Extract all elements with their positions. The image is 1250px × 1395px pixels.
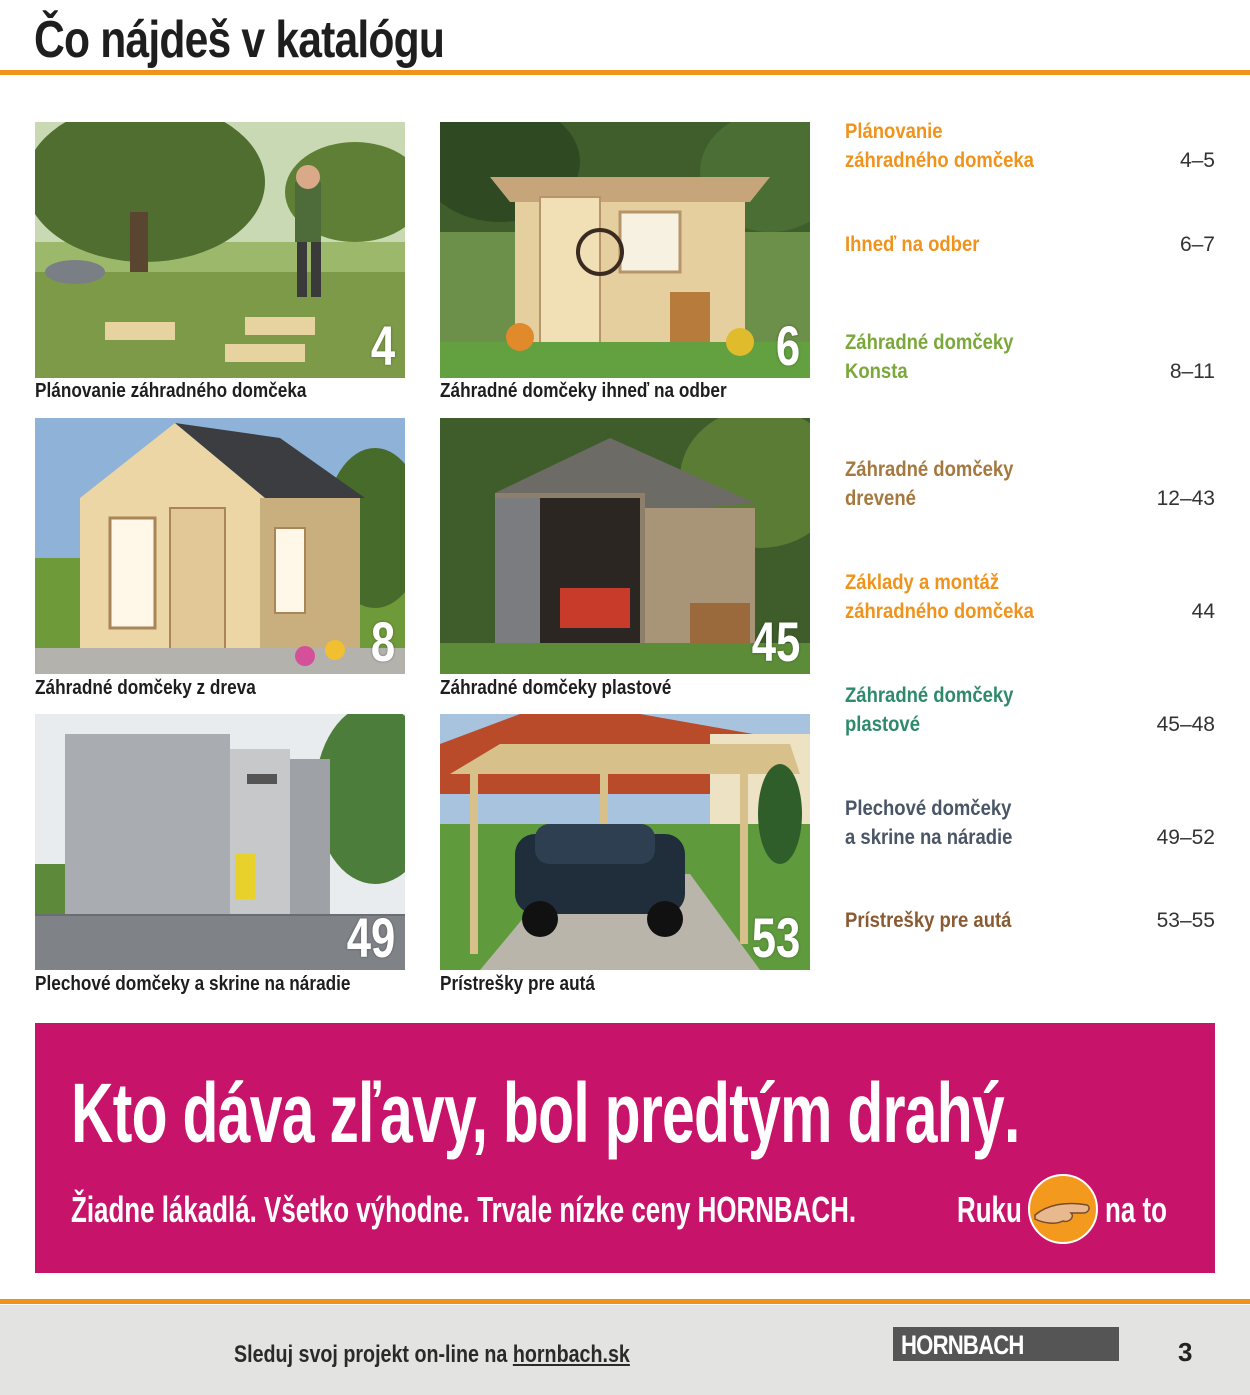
tile-caption: Záhradné domčeky plastové [440, 677, 672, 699]
toc-label: a skrine na náradie [845, 826, 1013, 849]
toc-label: plastové [845, 713, 920, 736]
toc-label: záhradného domčeka [845, 600, 1034, 623]
page-number-badge: 49 [346, 906, 395, 969]
tile-caption: Záhradné domčeky ihneď na odber [440, 380, 727, 402]
planning-image [35, 122, 405, 378]
toc-item-ready[interactable] [845, 230, 1215, 259]
toc-label: drevené [845, 487, 916, 510]
footer [0, 1305, 1250, 1395]
toc-item-carport[interactable] [845, 906, 1215, 935]
footer-prefix: Sleduj svoj projekt on-line na [234, 1341, 513, 1368]
toc-pages: 6–7 [1179, 233, 1215, 256]
toc-label: Plánovanie [845, 120, 943, 143]
toc-label: Prístrešky pre autá [845, 909, 1012, 932]
tile-plastic-shed[interactable] [440, 418, 810, 674]
handshake-icon [1025, 1171, 1101, 1247]
page-number-badge: 8 [370, 610, 395, 673]
footer-text [234, 1341, 630, 1369]
toc-item-plastic[interactable] [845, 681, 1215, 739]
tile-caption: Plánovanie záhradného domčeka [35, 380, 307, 402]
toc-pages: 49–52 [1156, 826, 1215, 849]
toc-pages: 44 [1191, 600, 1215, 623]
tile-wooden-shed[interactable] [35, 418, 405, 674]
toc-label: Plechové domčeky [845, 797, 1012, 820]
toc-item-konsta[interactable] [845, 328, 1215, 386]
bottom-divider [0, 1299, 1250, 1304]
toc-pages: 8–11 [1169, 360, 1215, 383]
slogan-left: Ruku [957, 1189, 1022, 1230]
wooden-cabin-image [440, 122, 810, 378]
toc-item-planning[interactable] [845, 117, 1215, 175]
toc-label: Ihneď na odber [845, 233, 980, 256]
hornbach-logo [893, 1327, 1119, 1361]
page-number: 3 [1178, 1337, 1193, 1367]
tile-planning[interactable] [35, 122, 405, 378]
banner-subline: Žiadne lákadlá. Všetko výhodne. Trvale nízke ceny HORNBACH. [71, 1189, 857, 1230]
page-number-badge: 4 [370, 314, 395, 377]
tile-caption: Plechové domčeky a skrine na náradie [35, 973, 351, 995]
top-divider [0, 70, 1250, 75]
toc-label: Záhradné domčeky [845, 684, 1014, 707]
toc-pages: 45–48 [1156, 713, 1215, 736]
logo-text: HORNBACH [901, 1330, 1024, 1360]
promo-banner [35, 1023, 1215, 1273]
tile-metal-shed[interactable] [35, 714, 405, 970]
page-title: Čo nájdeš v katalógu [34, 11, 445, 69]
tile-caption: Záhradné domčeky z dreva [35, 677, 256, 699]
toc-label: Konsta [845, 360, 908, 383]
slogan-right: na to [1105, 1189, 1167, 1230]
wooden-shed-image [35, 418, 405, 674]
toc-item-metal[interactable] [845, 794, 1215, 852]
toc-item-wooden[interactable] [845, 455, 1215, 513]
page-number-badge: 45 [751, 610, 800, 673]
toc-label: Základy a montáž [845, 571, 1000, 594]
toc-pages: 12–43 [1156, 487, 1215, 510]
toc-pages: 53–55 [1156, 909, 1215, 932]
tile-carport[interactable] [440, 714, 810, 970]
toc-label: záhradného domčeka [845, 149, 1034, 172]
toc-label: Záhradné domčeky [845, 331, 1014, 354]
toc-pages: 4–5 [1179, 149, 1215, 172]
website-link[interactable]: hornbach.sk [512, 1341, 630, 1368]
page-number-badge: 53 [751, 906, 800, 969]
tile-caption: Prístrešky pre autá [440, 973, 595, 995]
page-number-badge: 6 [775, 314, 800, 377]
banner-headline: Kto dáva zľavy, bol predtým drahý. [71, 1066, 1020, 1160]
toc-item-foundations[interactable] [845, 568, 1215, 626]
toc-label: Záhradné domčeky [845, 458, 1014, 481]
tile-cabin[interactable] [440, 122, 810, 378]
